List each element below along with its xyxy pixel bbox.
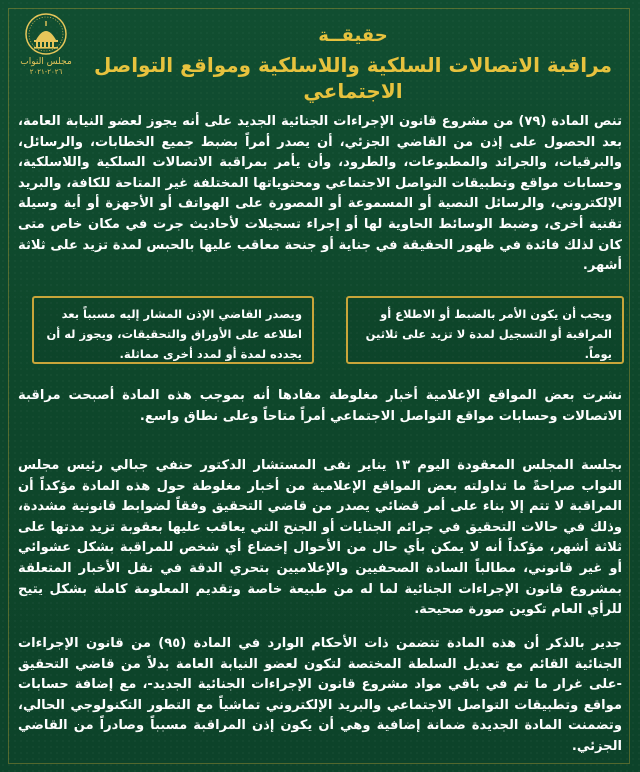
header [80, 24, 626, 104]
paragraph-article-79: تنص المادة (٧٩) من مشروع قانون الإجراءات الجنائية الجديد على أنه يجوز لعضو النيابة العامة، بعد الحصول على إذن من القاضي الجزئي، أن يصدر أمراً بضبط جميع الخطابات، والرسائل، والبرقيات، والجرائد والمطبوعات، والطرود، وأن يأمر بمراقبة الاتصالات السلكية واللاسلكية، وحسابات مواقع وتطبيقات التواصل الاجتماعي ومحتوياتها المختلفة غير المتاحة للكافة، والبريد الإلكتروني، والرسائل النصية أو المسموعة أو المصورة على الهواتف أو الأجهزة أو أية وسيلة تقنية أخرى، وضبط الوسائط الحاوية لها أو إجراء تسجيلات لأحاديث جرت في مكان خاص متى كان لذلك فائدة في ظهور الحقيقة في جناية أو جنحة معاقب عليها بالحبس لمدة تزيد على ثلاثة أشهر. [18, 114, 622, 274]
note-box-duration: ويجب أن يكون الأمر بالضبط أو الاطلاع أو المراقبة أو التسجيل لمدة لا تزيد على ثلاثين يوماً. [346, 296, 624, 364]
logo-caption: مجلس النواب [20, 57, 72, 67]
page-title: مراقبة الاتصالات السلكية واللاسلكية ومواقع التواصل الاجتماعي [94, 53, 612, 103]
logo-years: ٢٠٢٦-٢٠٢١ [29, 68, 63, 76]
parliament-logo [14, 12, 78, 82]
parliament-dome-icon [24, 12, 68, 56]
kicker-title: حقيقــة [318, 25, 388, 46]
paragraph-article-95-note: جدير بالذكر أن هذه المادة تتضمن ذات الأحكام الوارد في المادة (٩٥) من قانون الإجراءات الجنائية القائم مع تعديل السلطة المختصة لتكون لعضو النيابة العامة بدلاً من قاضي التحقيق -على غرار ما تم في باقي مواد مشروع قانون الإجراءات الجنائية الجديد-، مع إضافة حسابات مواقع وتطبيقات التواصل الاجتماعي والبريد الإلكتروني تماشياً مع التطور التكنولوجي الحالي، وتضمنت المادة الجديدة ضمانة إضافية وهي أن يكون إذن المراقبة مسبباً وصادراً من القاضي الجزئي. [18, 636, 622, 754]
note-box-renewal: ويصدر القاضي الإذن المشار إليه مسبباً بعد اطلاعه على الأوراق والتحقيقات، ويجوز له أن يجدده لمدة أو لمدد أخرى مماثلة. [32, 296, 314, 364]
paragraph-misleading-news: نشرت بعض المواقع الإعلامية أخبار مغلوطة مفادها أنه بموجب هذه المادة أصبحت مراقبة الاتصالات وحسابات مواقع التواصل الاجتماعي أمراً متاحاً وعلى نطاق واسع. [18, 388, 622, 424]
paragraph-speaker-statement: بجلسة المجلس المعقودة اليوم ١٣ يناير نفى المستشار الدكتور حنفي جبالي رئيس مجلس النواب صراحةً ما تداولته بعض المواقع الإعلامية من أخبار مغلوطة حول هذه المادة مؤكداً أن المراقبة لا تتم إلا بناء على أمر قضائي يصدر من قاضي التحقيق وفقاً لضوابط قانونية مشددة، وذلك في حالات التحقيق في جرائم الجنايات أو الجنح التي يعاقب عليها بعقوبة تزيد مدتها على ثلاثة أشهر، مؤكداً أنه لا يمكن بأي حال من الأحوال إخضاع أي شخص للمراقبة بشكل عشوائي أو غير قانوني، مطالباً السادة الصحفيين والإعلاميين بتحري الدقة في نقل الأخبار المتعلقة بمشروع قانون الإجراءات الجنائية لما له من طبيعة خاصة وتقديم المعلومة كاملة بشكل يتيح للرأي العام تكوين صورة صحيحة. [18, 458, 623, 618]
